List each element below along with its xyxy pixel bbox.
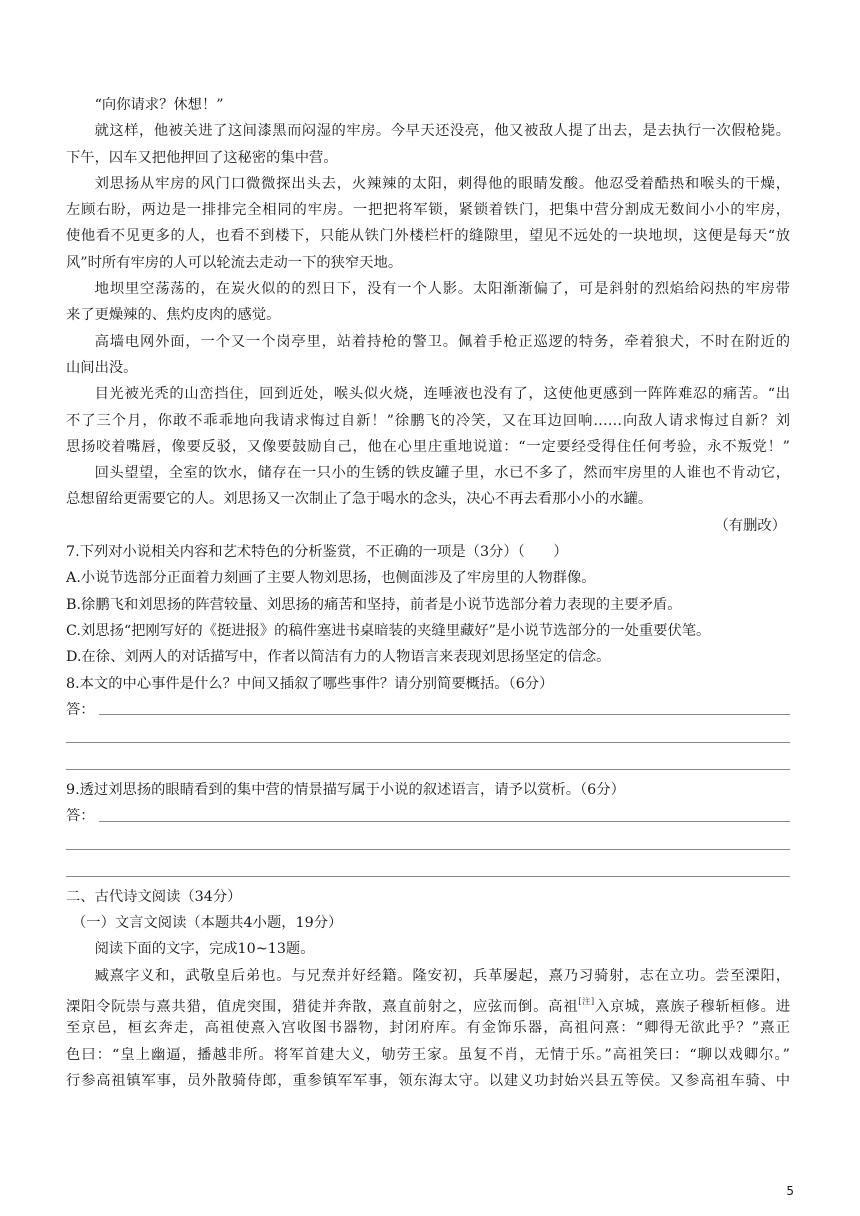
classical-text-line-4: 色曰：“皇上幽逼，播越非所。将军首建大义，劬劳王家。虽复不肖，无情于乐。”高祖笑曰：“聊以戏卿尔。” <box>66 1046 790 1063</box>
question-8-answer-rule-2[interactable] <box>66 723 790 743</box>
classical-text-line-1: 臧熹字义和，武敬皇后弟也。与兄焘并好经籍。隆安初，兵革屡起，熹乃习骑射，志在立功。尝至溧阳， <box>94 967 790 984</box>
story-paragraph-2-line-1: 就这样，他被关进了这间漆黑而闷湿的牢房。今早天还没亮，他又被敌人提了出去，是去执行一次假枪毙。 <box>94 123 790 140</box>
story-paragraph-1: “向你请求？休想！” <box>94 97 224 113</box>
question-9: 9.透过刘思扬的眼睛看到的集中营的情景描写属于小说的叙述语言，请予以赏析。（6分） <box>66 782 625 799</box>
document-page <box>66 92 790 1094</box>
question-7-option-d: D.在徐、刘两人的对话描写中，作者以简洁有力的人物语言来表现刘思扬坚定的信念。 <box>66 649 611 666</box>
footnote-marker[interactable]: [注] <box>578 996 595 1006</box>
story-paragraph-3-line-1: 刘思扬从牢房的风门口微微探出头去，火辣辣的太阳，刺得他的眼睛发酸。他忍受着酷热和喉头的干燥， <box>94 175 790 192</box>
reading-instruction: 阅读下面的文字，完成10~13题。 <box>94 941 315 958</box>
story-paragraph-6-line-3: 思扬咬着嘴唇，像要反驳，又像要鼓励自己，他在心里庄重地说道：“一定要经受得住任何考验，永不叛党！” <box>66 438 790 455</box>
section-2-heading: 二、古代诗文阅读（34分） <box>66 888 242 905</box>
story-paragraph-3-line-4: 风”时所有牢房的人可以轮流去走动一下的狭窄天地。 <box>66 254 403 271</box>
answer-rule <box>99 805 790 822</box>
answer-rule <box>99 698 790 715</box>
classical-text-line-2-end: 入京城，熹族子穆斩桓修。进 <box>594 998 790 1015</box>
classical-text-line-2-start: 溧阳令阮崇与熹共猎，值虎突围，猎徒并奔散，熹直前射之，应弦而倒。高祖 <box>66 998 579 1015</box>
abridged-note: （有删改） <box>714 517 786 534</box>
question-9-answer-rule-2[interactable] <box>66 830 790 850</box>
section-2-subheading: （一）文言文阅读（本题共4小题，19分） <box>72 915 343 932</box>
question-7-option-a: A.小说节选部分正面着力刻画了主要人物刘思扬，也侧面涉及了牢房里的人物群像。 <box>66 570 596 587</box>
story-paragraph-5-line-2: 山间出没。 <box>66 359 138 376</box>
story-paragraph-3-line-3: 使他看不见更多的人，也看不到楼下，只能从铁门外楼栏杆的缝隙里，望见不远处的一块地坝，这便是每天“放 <box>66 228 790 245</box>
story-paragraph-5-line-1: 高墙电网外面，一个又一个岗亭里，站着持枪的警卫。佩着手枪正巡逻的特务，牵着狼犬，不时在附近的 <box>94 333 790 350</box>
question-7-option-c: C.刘思扬“把刚写好的《挺进报》的稿件塞进书桌暗装的夹缝里藏好”是小说节选部分的一处重要伏笔。 <box>66 622 711 639</box>
question-7-option-b: B.徐鹏飞和刘思扬的阵营较量、刘思扬的痛苦和坚持，前者是小说节选部分着力表现的主要矛盾。 <box>66 596 682 613</box>
question-9-answer-rule-3[interactable] <box>66 857 790 877</box>
story-paragraph-7-line-2: 总想留给更需要它的人。刘思扬又一次制止了急于喝水的念头，决心不再去看那小小的水罐。 <box>66 491 653 508</box>
story-paragraph-4-line-2: 来了更燥辣的、焦灼皮肉的感觉。 <box>66 307 281 324</box>
story-paragraph-2-line-2: 下午，囚车又把他押回了这秘密的集中营。 <box>66 149 338 166</box>
question-9-answer-line[interactable] <box>66 803 790 829</box>
page-number: 5 <box>786 1184 794 1198</box>
question-8-answer-rule-3[interactable] <box>66 750 790 770</box>
story-paragraph-6-line-2: 不了三个月，你敢不乖乖地向我请求悔过自新！”徐鹏飞的冷笑，又在耳边回响……向敌人请求悔过自新？刘 <box>66 412 790 429</box>
classical-text-line-3: 至京邑，桓玄奔走，高祖使熹入宫收图书器物，封闭府库。有金饰乐器，高祖问熹：“卿得无欲此乎？”熹正 <box>66 1020 790 1037</box>
story-paragraph-7-line-1: 回头望望，全室的饮水，储存在一只小的生锈的铁皮罐子里，水已不多了，然而牢房里的人谁也不肯动它， <box>94 465 790 482</box>
answer-label: 答： <box>66 808 95 825</box>
question-7: 7.下列对小说相关内容和艺术特色的分析鉴赏，不正确的一项是（3分）（ ） <box>66 544 568 561</box>
answer-label: 答： <box>66 701 95 718</box>
question-8-answer-line[interactable] <box>66 697 790 723</box>
classical-text-line-2 <box>66 989 790 1015</box>
story-paragraph-6-line-1: 目光被光秃的山峦挡住，回到近处，喉头似火烧，连唾液也没有了，这使他更感到一阵阵难忍的痛苦。“出 <box>94 386 790 403</box>
story-paragraph-4-line-1: 地坝里空荡荡的，在炭火似的的烈日下，没有一个人影。太阳渐渐偏了，可是斜射的烈焰给闷热的牢房带 <box>94 281 790 298</box>
story-paragraph-3-line-2: 左顾右盼，两边是一排排完全相同的牢房。一把把将军锁，紧锁着铁门，把集中营分割成无数间小小的牢房， <box>66 202 790 219</box>
question-8: 8.本文的中心事件是什么？中间又插叙了哪些事件？请分别简要概括。（6分） <box>66 675 554 692</box>
classical-text-line-5: 行参高祖镇军事，员外散骑侍郎，重参镇军军事，领东海太守。以建义功封始兴县五等侯。又参高祖车骑、中 <box>66 1072 790 1089</box>
